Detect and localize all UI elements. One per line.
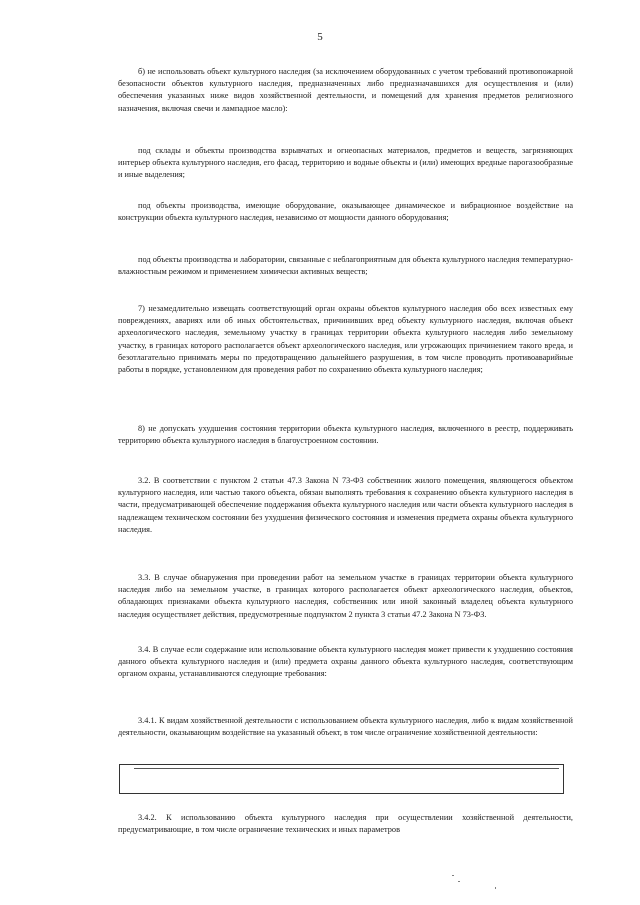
paragraph-3-4-2-usage: 3.4.2. К использованию объекта культурного наследия при осуществлении хозяйственной деятельности, предусматривающие, в том числе ограничение технических и иных параметров	[118, 813, 573, 835]
paragraph-8-territory-condition: 8) не допускать ухудшения состояния территории объекта культурного наследия, включенного в реестр, поддерживать территорию объекта культурного наследия в благоустроенном состоянии.	[118, 424, 573, 446]
paragraph-3-4-1-economic-activity: 3.4.1. К видам хозяйственной деятельности с использованием объекта культурного наследия, либо к видам хозяйственной деятельности, оказывающим воздействие на указанный объект, в том числе ограничение хозяйственной деятельности:	[118, 716, 573, 738]
paragraph-3-3-discovery: 3.3. В случае обнаружения при проведении работ на земельном участке в границах территории объекта культурного наследия либо на земельном участке, в границах которого располагается объект археологического наследия, объектов, обладающих признаками объекта культурного наследия, собственник или иной законный владелец объекта культурного наследия осуществляет действия, предусмотренные подпунктом 2 пункта 3 статьи 47.2 Закона N 73-ФЗ.	[118, 573, 573, 619]
scan-speck	[452, 875, 454, 876]
page-number: 5	[317, 31, 323, 43]
scan-speck	[495, 887, 496, 889]
paragraph-warehouses: под склады и объекты производства взрывчатых и огнеопасных материалов, предметов и веществ, загрязняющих интерьер объекта культурного наследия, его фасад, территорию и водные объекты и (или) имеющих вредные парогазообразные и иные выделения;	[118, 146, 573, 180]
empty-requirements-box	[119, 764, 564, 794]
paragraph-3-4-requirements: 3.4. В случае если содержание или использование объекта культурного наследия может привести к ухудшению состояния данного объекта культурного наследия и (или) предмета охраны данного объекта культурного наследия, соответствующим органом охраны, устанавливаются следующие требования:	[118, 645, 573, 679]
box-inner-line	[134, 768, 559, 769]
paragraph-production-vibration: под объекты производства, имеющие оборудование, оказывающее динамическое и вибрационное воздействие на конструкции объекта культурного наследия, независимо от мощности данного оборудования;	[118, 201, 573, 223]
scan-speck	[458, 881, 460, 882]
paragraph-7-notify-authority: 7) незамедлительно извещать соответствующий орган охраны объектов культурного наследия обо всех известных ему повреждениях, авариях или об иных обстоятельствах, причинивших вред объекту культурного наследия, включая объект археологического наследия, земельному участку в границах территории объекта культурного наследия либо земельному участку, в границах которого располагается объект археологического наследия, или угрожающих причинением такого вреда, и безотлагательно принимать меры по предотвращению дальнейшего разрушения, в том числе проводить противоаварийные работы в порядке, установленном для проведения работ по сохранению объекта культурного наследия;	[118, 304, 573, 375]
paragraph-3-2-residential-owner: 3.2. В соответствии с пунктом 2 статьи 47.3 Закона N 73-ФЗ собственник жилого помещения, являющегося объектом культурного наследия, или частью такого объекта, обязан выполнять требования к сохранению объекта культурного наследия в части, предусматривающей обеспечение поддержания объекта культурного наследия или части объекта культурного наследия в надлежащем техническом состоянии без ухудшения физического состояния и изменения предмета охраны объекта культурного наследия.	[118, 476, 573, 534]
paragraph-b-prohibited-use: б) не использовать объект культурного наследия (за исключением оборудованных с учетом требований противопожарной безопасности объектов культурного наследия, предназначенных либо предназначавшихся для осуществления и (или) обеспечения указанных ниже видов хозяйственной деятельности, и помещений для хранения предметов религиозного назначения, включая свечи и лампадное масло):	[118, 67, 573, 113]
paragraph-production-laboratories: под объекты производства и лаборатории, связанные с неблагоприятным для объекта культурного наследия температурно-влажностным режимом и применением химически активных веществ;	[118, 255, 573, 277]
